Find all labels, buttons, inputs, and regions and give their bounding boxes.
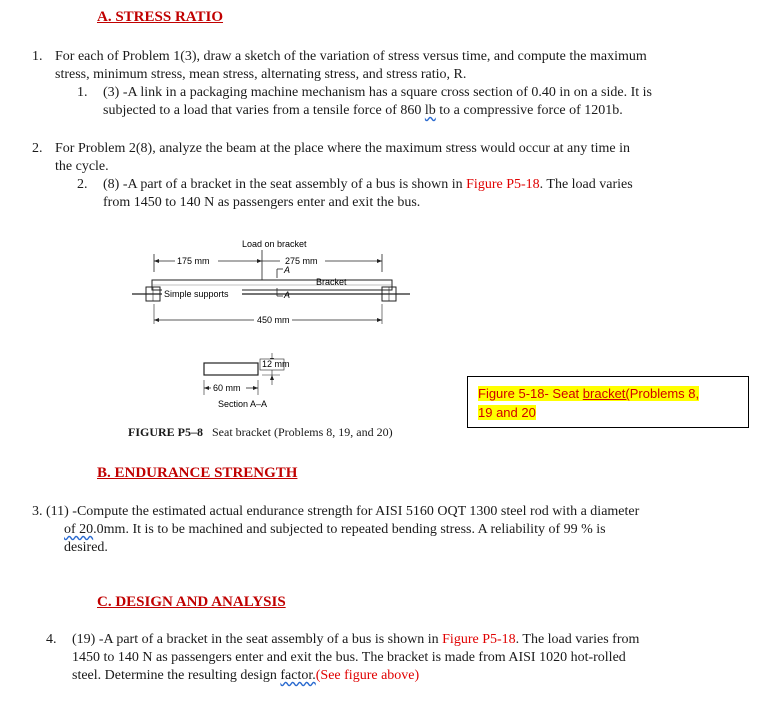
q4-line1-start: (19) -A part of a bracket in the seat assembly of a bus is shown in bbox=[72, 632, 443, 647]
dim-450-arrow-left bbox=[154, 318, 159, 322]
callout-line1 bbox=[478, 385, 699, 403]
q4-line1 bbox=[72, 631, 639, 649]
q3-diameter-value: of 20 bbox=[64, 522, 94, 537]
dim-450-arrow-right bbox=[377, 318, 382, 322]
q2-sub-line1-start: (8) -A part of a bracket in the seat assembly of a bus is shown in bbox=[103, 177, 467, 192]
section-b-title: B. ENDURANCE STRENGTH bbox=[97, 465, 298, 481]
q4-line3-start: steel. Determine the resulting design bbox=[72, 668, 281, 683]
q2-sub-line1 bbox=[103, 176, 633, 194]
q4-line3 bbox=[72, 667, 419, 685]
section-marker-bottom: A bbox=[284, 290, 291, 300]
callout-text-problems: Problems 8, bbox=[629, 386, 700, 401]
callout-line2 bbox=[478, 404, 536, 422]
q4-number: 4. bbox=[46, 632, 57, 647]
figure-caption-text: Seat bracket (Problems 8, 19, and 20) bbox=[212, 425, 393, 439]
q4-see-figure-link[interactable]: (See figure above) bbox=[315, 668, 420, 683]
dim-275-label: 275 mm bbox=[285, 256, 318, 266]
q1-sub-line1: (3) -A link in a packaging machine mechanism has a square cross section of 0.40 in on a side. It is bbox=[103, 85, 652, 100]
q4-figure-reference[interactable]: Figure P5-18 bbox=[442, 632, 516, 647]
callout-text-bracket: bracket( bbox=[582, 386, 630, 401]
q4-factor-word: factor. bbox=[280, 668, 316, 683]
load-label: Load on bracket bbox=[242, 239, 307, 249]
q2-figure-reference[interactable]: Figure P5-18 bbox=[466, 177, 540, 192]
dim-12-label: 12 mm bbox=[262, 359, 290, 369]
supports-label: Simple supports bbox=[164, 289, 229, 299]
dim-60-arrow-left bbox=[204, 386, 209, 390]
section-a-a-label: Section A–A bbox=[218, 399, 268, 409]
q1-line1: For each of Problem 1(3), draw a sketch of the variation of stress versus time, and compute the maximum bbox=[55, 49, 647, 64]
q2-sub-line1-end: . The load varies bbox=[539, 177, 633, 192]
q2-line2: the cycle. bbox=[55, 159, 109, 174]
dim-12-arrow-bottom bbox=[270, 375, 274, 380]
q1-sub-line2 bbox=[103, 102, 623, 120]
figure-caption-number: FIGURE P5–8 bbox=[128, 425, 203, 439]
q3-line2-rest: .0mm. It is to be machined and subjected to repeated bending stress. A reliability of 99 % is bbox=[93, 522, 606, 537]
q2-number: 2. bbox=[32, 141, 43, 156]
dim-60-label: 60 mm bbox=[213, 383, 241, 393]
q3-line3: desired. bbox=[64, 540, 108, 555]
figure-caption bbox=[128, 425, 393, 440]
dim-175-arrow-left bbox=[154, 259, 159, 263]
section-marker-top: A bbox=[284, 265, 291, 275]
callout-text-start: Figure 5-18- Seat bbox=[478, 386, 583, 401]
callout-text-end: 19 and 20 bbox=[478, 405, 536, 420]
q1-sub-lb: lb bbox=[424, 103, 436, 118]
q4-line2: 1450 to 140 N as passengers enter and exit the bus. The bracket is made from AISI 1020 hot-rolled bbox=[72, 650, 626, 665]
dim-275-arrow-right bbox=[377, 259, 382, 263]
q1-sub-line2-start: subjected to a load that varies from a tensile force of 860 bbox=[103, 103, 425, 118]
q3-line2 bbox=[64, 521, 606, 539]
dim-175-arrow-right bbox=[257, 259, 262, 263]
figure-callout-box bbox=[467, 376, 749, 428]
section-shape bbox=[204, 363, 258, 375]
section-c-title: C. DESIGN AND ANALYSIS bbox=[97, 594, 286, 610]
q1-line2: stress, minimum stress, mean stress, alternating stress, and stress ratio, R. bbox=[55, 67, 467, 82]
q2-sub-line2: from 1450 to 140 N as passengers enter and exit the bus. bbox=[103, 195, 421, 210]
bracket-label: Bracket bbox=[316, 277, 347, 287]
seat-bracket-figure bbox=[120, 230, 420, 420]
dim-175-label: 175 mm bbox=[177, 256, 210, 266]
section-a-title: A. STRESS RATIO bbox=[97, 9, 224, 25]
q3-line1: 3. (11) -Compute the estimated actual endurance strength for AISI 5160 OQT 1300 steel rod with a diameter bbox=[32, 504, 640, 519]
q2-sub-number: 2. bbox=[77, 177, 88, 192]
dim-450-label: 450 mm bbox=[257, 315, 290, 325]
q2-line1: For Problem 2(8), analyze the beam at the place where the maximum stress would occur at any time in bbox=[55, 141, 630, 156]
q1-sub-number: 1. bbox=[77, 85, 88, 100]
q1-sub-line2-end: to a compressive force of 1201b. bbox=[435, 103, 623, 118]
q4-line1-end: . The load varies from bbox=[515, 632, 640, 647]
dim-60-arrow-right bbox=[253, 386, 258, 390]
q1-number: 1. bbox=[32, 49, 43, 64]
